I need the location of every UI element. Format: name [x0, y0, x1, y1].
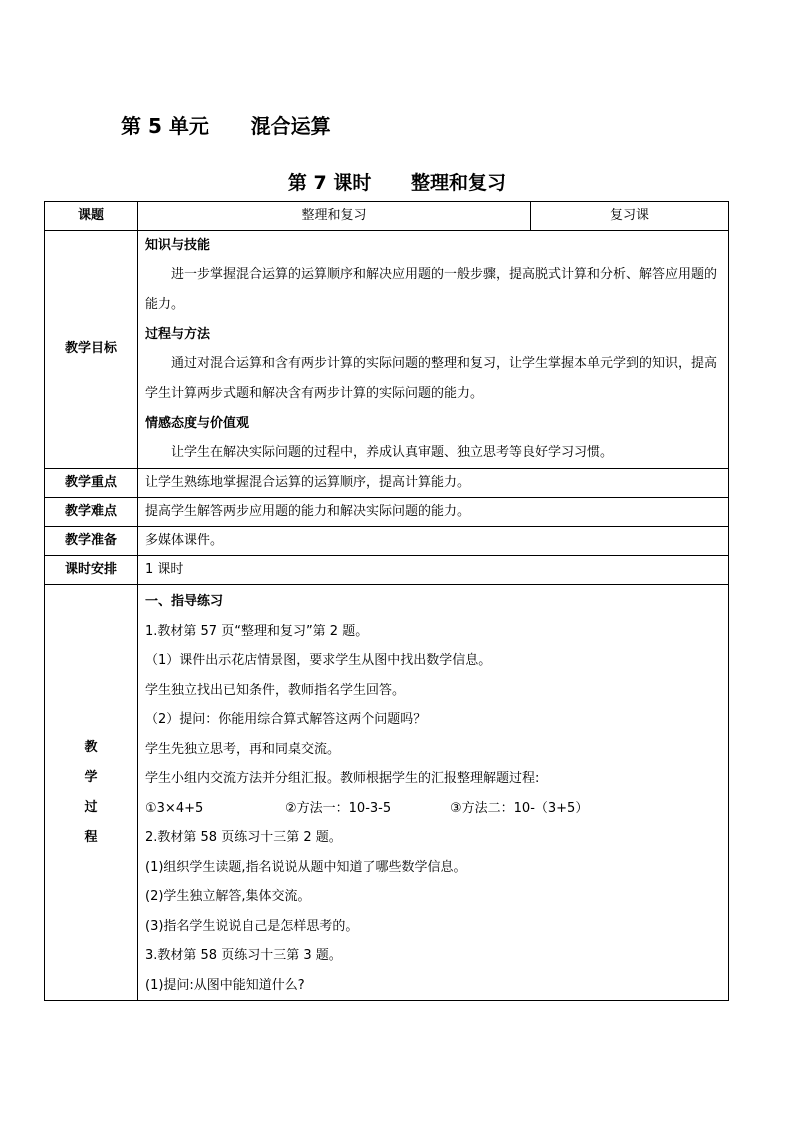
unit-title: 第 5 单元 混合运算: [121, 114, 331, 138]
process-line: (1)组织学生读题,指名说说从题中知道了哪些数学信息。: [145, 859, 467, 875]
lesson-plan-table: [44, 201, 729, 1001]
goal-process-text: 通过对混合运算和含有两步计算的实际问题的整理和复习，让学生掌握本单元学到的知识，提高学生计算两步式题和解决含有两步计算的实际问题的能力。: [145, 356, 718, 401]
goal-attitude-title: 情感态度与价值观: [145, 416, 250, 431]
process-label: [45, 585, 138, 1001]
schedule-label: 课时安排: [45, 556, 138, 585]
goals-content: [138, 231, 729, 469]
topic-value: 整理和复习: [138, 202, 531, 231]
prep-text: 多媒体课件。: [138, 527, 729, 556]
process-line: 学生小组内交流方法并分组汇报。教师根据学生的汇报整理解题过程:: [145, 771, 540, 786]
process-label-char: 教: [84, 739, 98, 755]
key-label: 教学重点: [45, 469, 138, 498]
process-line: (1)提问:从图中能知道什么?: [145, 977, 305, 993]
process-label-char: 学: [84, 769, 98, 785]
solution-1: ①3×4+5: [145, 800, 204, 816]
solution-2: ②方法一：10-3-5: [285, 800, 392, 816]
process-content: [138, 585, 729, 1001]
process-line: 1.教材第 57 页“整理和复习”第 2 题。: [145, 623, 369, 639]
process-line: 学生独立找出已知条件，教师指名学生回答。: [145, 682, 406, 698]
difficulty-label: 教学难点: [45, 498, 138, 527]
topic-row: [45, 202, 729, 231]
difficulty-row: [45, 498, 729, 527]
process-label-char: 过: [84, 799, 98, 815]
process-line: （1）课件出示花店情景图，要求学生从图中找出数学信息。: [145, 653, 492, 668]
prep-label: 教学准备: [45, 527, 138, 556]
difficulty-text: 提高学生解答两步应用题的能力和解决实际问题的能力。: [138, 498, 729, 527]
schedule-row: [45, 556, 729, 585]
goals-label: 教学目标: [45, 231, 138, 469]
key-text: 让学生熟练地掌握混合运算的运算顺序，提高计算能力。: [138, 469, 729, 498]
goal-process-title: 过程与方法: [145, 327, 211, 342]
goal-attitude-text: 让学生在解决实际问题的过程中，养成认真审题、独立思考等良好学习习惯。: [171, 445, 614, 460]
goal-knowledge-title: 知识与技能: [145, 238, 211, 253]
process-row: [45, 585, 729, 1001]
key-row: [45, 469, 729, 498]
goals-row: [45, 231, 729, 469]
lesson-type: 复习课: [531, 202, 729, 231]
process-line: 学生先独立思考，再和同桌交流。: [145, 741, 341, 757]
solution-row: [145, 794, 721, 824]
schedule-text: 1 课时: [138, 556, 729, 585]
process-line: 2.教材第 58 页练习十三第 2 题。: [145, 830, 342, 845]
process-line: （2）提问：你能用综合算式解答这两个问题吗？: [145, 712, 427, 727]
lesson-title: 第 7 课时 整理和复习: [287, 172, 507, 194]
process-label-char: 程: [84, 829, 98, 845]
process-heading: 一、指导练习: [145, 594, 224, 609]
goal-knowledge-text: 进一步掌握混合运算的运算顺序和解决应用题的一般步骤，提高脱式计算和分析、解答应用题的能力。: [145, 267, 718, 312]
topic-label: 课题: [45, 202, 138, 231]
solution-3: ③方法二：10-（3+5）: [450, 800, 589, 816]
process-line: (2)学生独立解答,集体交流。: [145, 889, 311, 904]
process-line: 3.教材第 58 页练习十三第 3 题。: [145, 948, 342, 963]
prep-row: [45, 527, 729, 556]
process-line: (3)指名学生说说自己是怎样思考的。: [145, 918, 359, 934]
